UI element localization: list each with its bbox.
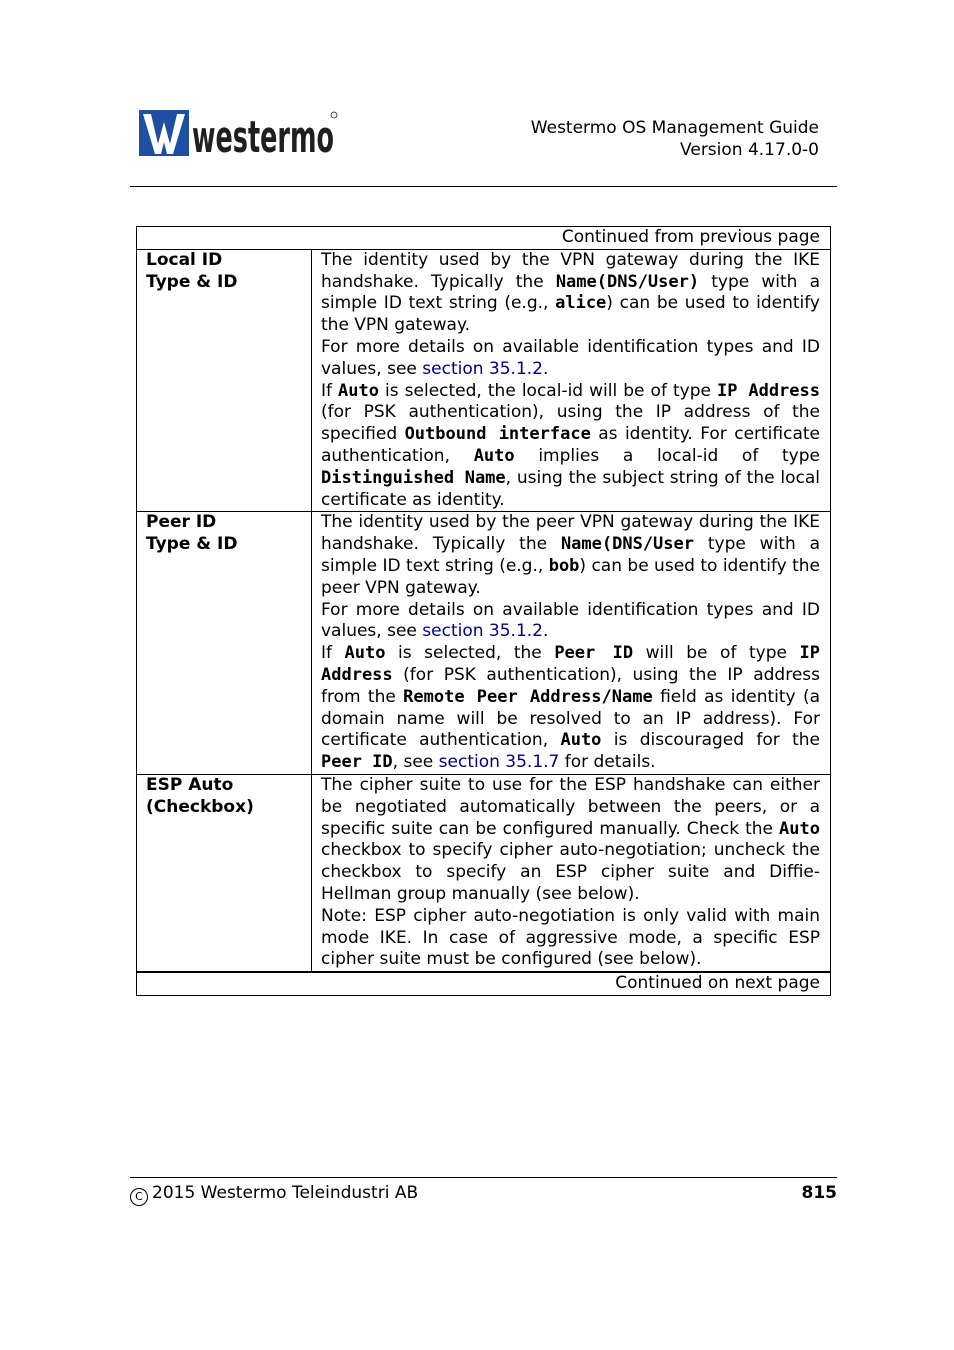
parameter-description: The identity used by the VPN gateway during the IKE handshake. Typically the Name(DNS/User) type with a simple ID text string (e.g., alice) can be used to identify the VPN gateway. For more details on available identification types and ID values, see section 35.1.2. If Auto is selected, the local-id will be of type IP Address (for PSK authentication), using the IP address of the specified Outbound interface as identity. For certificate authentication, Auto implies a local-id of type Distinguished Name, using the subject string of the local certificate as identity.: [312, 249, 831, 512]
document-title: Westermo OS Management Guide: [530, 118, 819, 138]
page-number: 815: [801, 1183, 837, 1203]
svg-text:westermo: westermo: [192, 112, 334, 163]
document-version: Version 4.17.0-0: [680, 140, 819, 160]
section-link[interactable]: section 35.1.2: [422, 358, 543, 379]
parameter-name: Peer ID Type & ID: [137, 512, 312, 775]
footer-rule: [130, 1177, 837, 1178]
parameter-name: Local ID Type & ID: [137, 249, 312, 512]
table-row: [137, 774, 831, 972]
parameter-description: The cipher suite to use for the ESP handshake can either be negotiated automatically between the peers, or a specific suite can be configured manually. Check the Auto checkbox to specify cipher auto-negotiation; uncheck the checkbox to specify an ESP cipher suite and Diffie-Hellman group manually (see below). Note: ESP cipher auto-negotiation is only valid with main mode IKE. In case of aggressive mode, a specific ESP cipher suite must be configured (see below).: [312, 774, 831, 972]
section-link[interactable]: section 35.1.7: [438, 752, 560, 773]
continued-next-label: Continued on next page: [137, 972, 831, 995]
parameter-table: [136, 226, 831, 996]
parameter-name: ESP Auto (Checkbox): [137, 774, 312, 972]
header-rule: [130, 186, 837, 187]
running-header: [531, 117, 819, 161]
westermo-logo: [139, 110, 339, 163]
continued-from-label: Continued from previous page: [137, 227, 831, 250]
table-row: [137, 249, 831, 512]
copyright-notice: C 2015 Westermo Teleindustri AB: [130, 1182, 418, 1206]
section-link[interactable]: section 35.1.2: [422, 621, 543, 642]
table-row: [137, 512, 831, 775]
parameter-description: The identity used by the peer VPN gateway during the IKE handshake. Typically the Name(DNS/User type with a simple ID text string (e.g., bob) can be used to identify the peer VPN gateway. For more details on available identification types and ID values, see section 35.1.2. If Auto is selected, the Peer ID will be of type IP Address (for PSK authentication), using the IP address from the Remote Peer Address/Name field as identity (a domain name will be resolved to an IP address). For certificate authentication, Auto is discouraged for the Peer ID, see section 35.1.7 for details.: [312, 512, 831, 775]
copyright-icon: C: [130, 1188, 148, 1206]
